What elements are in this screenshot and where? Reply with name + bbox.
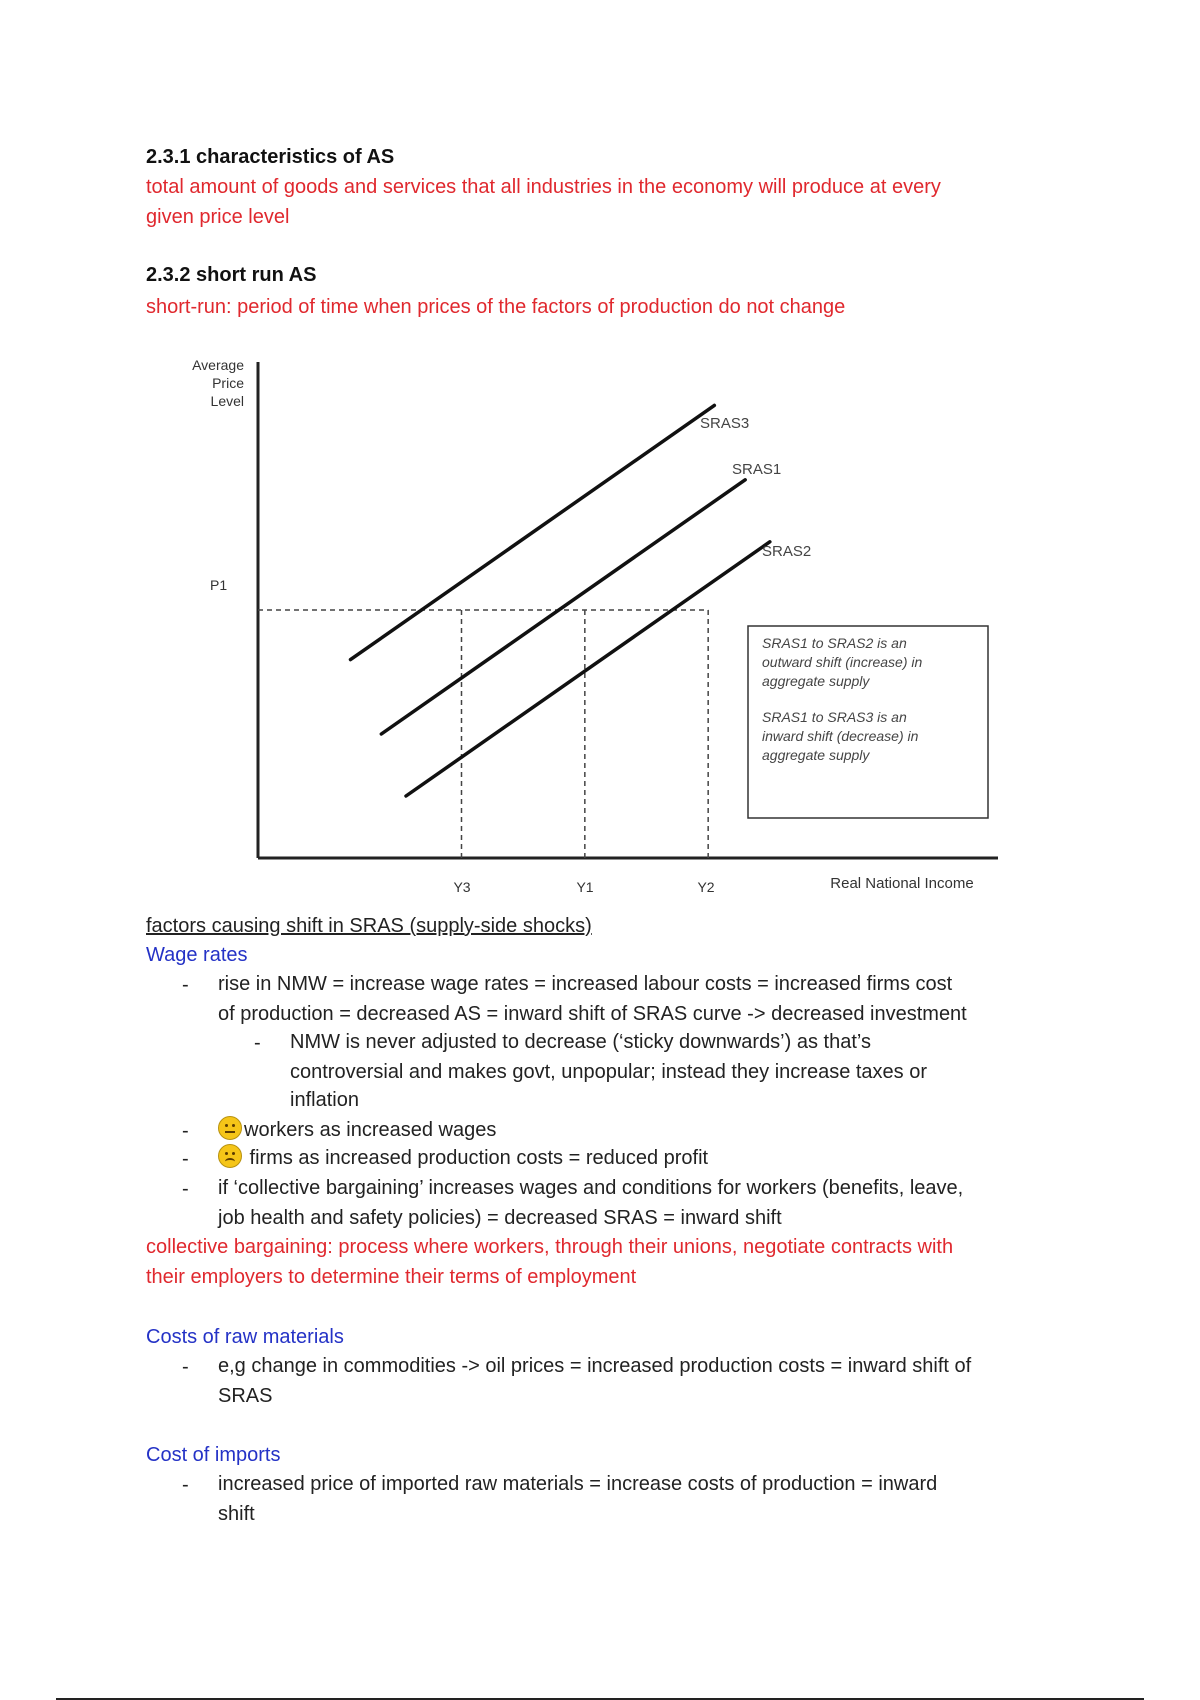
annotation-line-4: SRAS1 to SRAS3 is an (762, 709, 907, 725)
y3-tick-label: Y3 (453, 879, 471, 895)
y-axis-label-line-3: Level (210, 393, 244, 409)
y1-tick-label: Y1 (576, 879, 594, 895)
as-definition-line-1: total amount of goods and services that all industries in the economy will produce at every (146, 176, 941, 198)
sras3-curve (351, 405, 715, 659)
sras2-curve (406, 542, 770, 796)
bullet-marker: - (182, 1120, 189, 1142)
collective-bargaining-definition-line-1: collective bargaining: process where workers, through their unions, negotiate contracts with (146, 1236, 954, 1258)
bullet-marker: - (182, 1148, 189, 1170)
frowning-face-icon (218, 1144, 242, 1168)
wage-bullet-2 (218, 1116, 496, 1144)
y-axis-label-line-1: Average (192, 357, 244, 373)
imports-bullet-line-2: shift (218, 1503, 255, 1525)
annotation-line-1: SRAS1 to SRAS2 is an (762, 635, 907, 651)
raw-bullet-line-2: SRAS (218, 1385, 273, 1407)
x-axis-label: Real National Income (830, 875, 974, 892)
annotation-line-5: inward shift (decrease) in (762, 728, 919, 744)
factors-heading: factors causing shift in SRAS (supply-side shocks) (146, 915, 592, 937)
raw-materials-title: Costs of raw materials (146, 1326, 344, 1348)
wage-bullet-3-text: firms as increased production costs = reduced profit (244, 1147, 709, 1169)
sras2-label: SRAS2 (762, 543, 812, 560)
wage-bullet-4-line-2: job health and safety policies) = decreased SRAS = inward shift (218, 1207, 782, 1229)
bullet-marker: - (182, 974, 189, 996)
sras3-label: SRAS3 (700, 415, 750, 432)
neutral-face-icon (218, 1116, 242, 1140)
annotation-line-6: aggregate supply (762, 747, 870, 763)
wage-rates-title: Wage rates (146, 944, 248, 966)
collective-bargaining-definition-line-2: their employers to determine their terms of employment (146, 1266, 637, 1288)
short-run-definition: short-run: period of time when prices of the factors of production do not change (146, 296, 846, 318)
wage-bullet-3 (218, 1144, 708, 1172)
annotation-line-2: outward shift (increase) in (762, 654, 923, 670)
annotation-line-3: aggregate supply (762, 673, 870, 689)
imports-bullet-line-1: increased price of imported raw materials = increase costs of production = inward (218, 1473, 938, 1495)
wage-bullet-1-line-2: of production = decreased AS = inward shift of SRAS curve -> decreased investment (218, 1003, 967, 1025)
imports-title: Cost of imports (146, 1444, 281, 1466)
bullet-marker: - (182, 1178, 189, 1200)
sras1-label: SRAS1 (732, 461, 782, 478)
raw-bullet-line-1: e,g change in commodities -> oil prices = increased production costs = inward shift of (218, 1355, 972, 1377)
sras1-curve (381, 480, 745, 734)
p1-label: P1 (210, 577, 228, 593)
bullet-marker: - (182, 1356, 189, 1378)
bullet-marker: - (182, 1474, 189, 1496)
wage-sub-bullet-line-1: NMW is never adjusted to decrease (‘sticky downwards’) as that’s (290, 1031, 871, 1053)
y-axis-label-line-2: Price (212, 375, 244, 391)
wage-bullet-2-text: workers as increased wages (244, 1119, 497, 1141)
section-2-3-1-heading: 2.3.1 characteristics of AS (146, 146, 395, 168)
y2-tick-label: Y2 (697, 879, 715, 895)
wage-sub-bullet-line-2: controversial and makes govt, unpopular; instead they increase taxes or (290, 1061, 928, 1083)
as-definition-line-2: given price level (146, 206, 290, 228)
wage-bullet-1-line-1: rise in NMW = increase wage rates = increased labour costs = increased firms cost (218, 973, 953, 995)
section-2-3-2-heading: 2.3.2 short run AS (146, 264, 317, 286)
wage-sub-bullet-line-3: inflation (290, 1089, 359, 1111)
wage-bullet-4-line-1: if ‘collective bargaining’ increases wages and conditions for workers (benefits, leave, (218, 1177, 964, 1199)
sub-bullet-marker: - (254, 1032, 261, 1054)
